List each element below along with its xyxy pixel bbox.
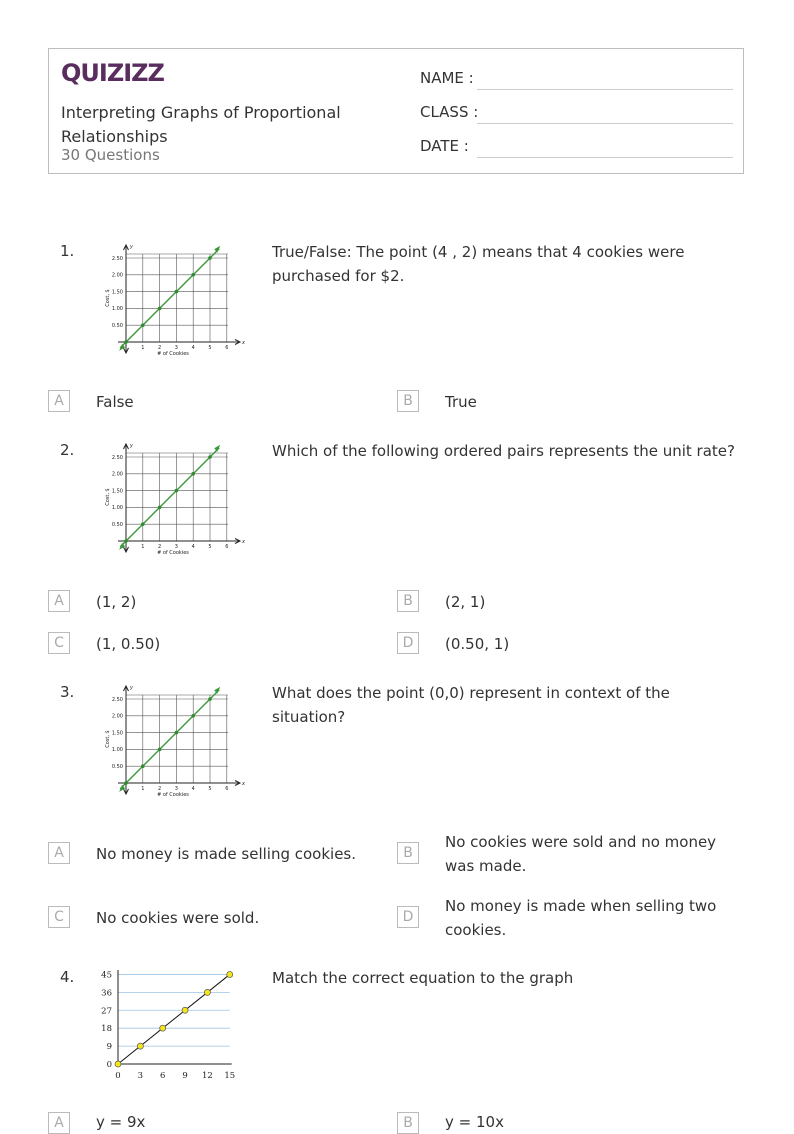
y-tick-label: 9 (106, 1042, 112, 1053)
y-tick-label: 2.50 (111, 454, 123, 461)
proportional-line (120, 448, 219, 547)
x-tick-label: 6 (159, 1071, 166, 1081)
x-tick-label: 5 (208, 786, 212, 792)
option-text[interactable]: No money is made when selling two cookies. (445, 897, 717, 939)
data-point (158, 748, 162, 752)
data-point (141, 522, 145, 526)
question-number: 4. (60, 968, 75, 986)
x-tick-label: 15 (224, 1071, 236, 1081)
data-point (227, 971, 233, 977)
option-text[interactable]: (0.50, 1) (445, 635, 510, 653)
data-point (137, 1043, 143, 1049)
y-tick-label: 27 (101, 1006, 112, 1017)
question-text: What does the point (0,0) represent in context of the situation? (272, 684, 670, 726)
x-axis-title: # of Cookies (157, 351, 189, 357)
option-text[interactable]: No money is made selling cookies. (96, 845, 357, 863)
y-tick-label: 18 (101, 1024, 112, 1035)
x-tick-label: 9 (182, 1071, 188, 1081)
question-number: 3. (60, 683, 75, 701)
data-point (160, 1025, 166, 1031)
x-tick-label: 3 (174, 786, 178, 792)
y-tick-label: 45 (101, 970, 112, 981)
data-point (208, 697, 212, 701)
data-point (191, 714, 195, 718)
option-letter-b[interactable]: B (397, 1112, 419, 1134)
option-text[interactable]: (2, 1) (445, 593, 486, 611)
proportional-line (120, 690, 219, 789)
y-tick-label: 1.50 (111, 289, 123, 296)
option-letter-a[interactable]: A (48, 842, 70, 864)
cost-vs-cookies-graph (102, 683, 250, 801)
option-letter-b[interactable]: B (397, 590, 419, 612)
x-tick-label: 2 (158, 544, 162, 550)
class-label: CLASS : (420, 103, 479, 121)
option-letter-c[interactable]: C (48, 906, 70, 928)
worksheet-header (48, 48, 744, 174)
option-letter-d[interactable]: D (397, 632, 419, 654)
x-tick-label: 4 (191, 544, 195, 550)
date-label: DATE : (420, 137, 469, 155)
x-tick-label: 1 (141, 345, 145, 351)
y-tick-label: 1.50 (111, 730, 123, 737)
data-point (204, 989, 210, 995)
y-tick-label: 0 (106, 1060, 112, 1070)
x-tick-label: 4 (191, 345, 195, 351)
y-tick-label: 2.50 (111, 696, 123, 703)
name-label: NAME : (420, 69, 474, 87)
data-point (124, 781, 128, 785)
y-tick-label: 2.00 (111, 272, 123, 279)
y-tick-label: 2.00 (111, 713, 123, 720)
x-tick-label: 6 (225, 544, 229, 550)
data-point (191, 273, 195, 277)
data-point (175, 290, 179, 294)
x-tick-label: 2 (158, 345, 162, 351)
data-point (175, 731, 179, 735)
date-input-line[interactable] (477, 157, 733, 158)
option-letter-b[interactable]: B (397, 390, 419, 412)
x-tick-label: 5 (208, 345, 212, 351)
data-point (191, 472, 195, 476)
option-letter-a[interactable]: A (48, 1112, 70, 1134)
y-tick-label: 0.50 (111, 323, 123, 329)
x-tick-label: 5 (208, 544, 212, 550)
y-tick-label: 1.00 (111, 505, 123, 512)
option-letter-d[interactable]: D (397, 906, 419, 928)
linear-equation-graph (96, 966, 242, 1084)
question-text: Match the correct equation to the graph (272, 969, 574, 987)
y-tick-label: 0.50 (111, 522, 123, 528)
data-point (124, 539, 128, 543)
option-text[interactable]: (1, 0.50) (96, 635, 161, 653)
question-count: 30 Questions (61, 146, 160, 164)
data-point (141, 764, 145, 768)
question-number: 2. (60, 441, 75, 459)
option-text[interactable]: y = 10x (445, 1113, 504, 1131)
x-tick-label: 1 (141, 544, 145, 550)
question-text: True/False: The point (4 , 2) means that 4 cookies were purchased for $2. (272, 243, 685, 285)
x-axis-letter: x (242, 781, 245, 787)
y-tick-label: 1.00 (111, 306, 123, 313)
quizizz-logo: QUIZIZZ (61, 59, 164, 87)
x-tick-label: 0 (115, 1071, 121, 1081)
x-tick-label: 2 (158, 786, 162, 792)
data-point (158, 307, 162, 311)
data-point (208, 455, 212, 459)
x-axis-letter: x (242, 539, 245, 545)
data-point (115, 1061, 121, 1067)
data-point (124, 340, 128, 344)
option-letter-a[interactable]: A (48, 590, 70, 612)
option-letter-c[interactable]: C (48, 632, 70, 654)
option-text[interactable]: False (96, 393, 134, 411)
worksheet-title: Interpreting Graphs of Proportional Relationships (61, 103, 341, 146)
y-axis-letter: y (130, 244, 133, 250)
name-input-line[interactable] (477, 89, 733, 90)
y-axis-letter: y (130, 685, 133, 691)
y-tick-label: 2.00 (111, 471, 123, 478)
option-text[interactable]: No cookies were sold and no money was made. (445, 833, 717, 875)
cost-vs-cookies-graph (102, 441, 250, 559)
y-axis-title: Cost, $ (105, 289, 111, 307)
y-tick-label: 0.50 (111, 764, 123, 770)
x-axis-letter: x (242, 340, 245, 346)
y-axis-title: Cost, $ (105, 488, 111, 506)
option-text[interactable]: True (445, 393, 477, 411)
option-text[interactable]: y = 9x (96, 1113, 146, 1131)
data-point (208, 256, 212, 260)
x-tick-label: 3 (137, 1071, 144, 1081)
x-tick-label: 3 (174, 345, 178, 351)
x-axis-title: # of Cookies (157, 550, 189, 556)
y-tick-label: 2.50 (111, 255, 123, 262)
cost-vs-cookies-graph (102, 242, 250, 360)
data-point (141, 323, 145, 327)
data-point (158, 506, 162, 510)
x-tick-label: 4 (191, 786, 195, 792)
y-axis-title: Cost, $ (105, 730, 111, 748)
option-text[interactable]: (1, 2) (96, 593, 137, 611)
option-text[interactable]: No cookies were sold. (96, 909, 260, 927)
question-number: 1. (60, 242, 75, 260)
proportional-line (120, 249, 219, 348)
class-input-line[interactable] (477, 123, 733, 124)
x-tick-label: 6 (225, 786, 229, 792)
x-tick-label: 1 (141, 786, 145, 792)
x-tick-label: 12 (201, 1071, 213, 1081)
y-tick-label: 36 (101, 988, 112, 999)
x-tick-label: 6 (225, 345, 229, 351)
question-text: Which of the following ordered pairs represents the unit rate? (272, 442, 735, 460)
y-axis-letter: y (130, 443, 133, 449)
data-line (118, 974, 230, 1064)
y-tick-label: 1.50 (111, 488, 123, 495)
data-point (175, 489, 179, 493)
option-letter-b[interactable]: B (397, 842, 419, 864)
option-letter-a[interactable]: A (48, 390, 70, 412)
data-point (182, 1007, 188, 1013)
x-axis-title: # of Cookies (157, 792, 189, 798)
y-tick-label: 1.00 (111, 747, 123, 754)
x-tick-label: 3 (174, 544, 178, 550)
